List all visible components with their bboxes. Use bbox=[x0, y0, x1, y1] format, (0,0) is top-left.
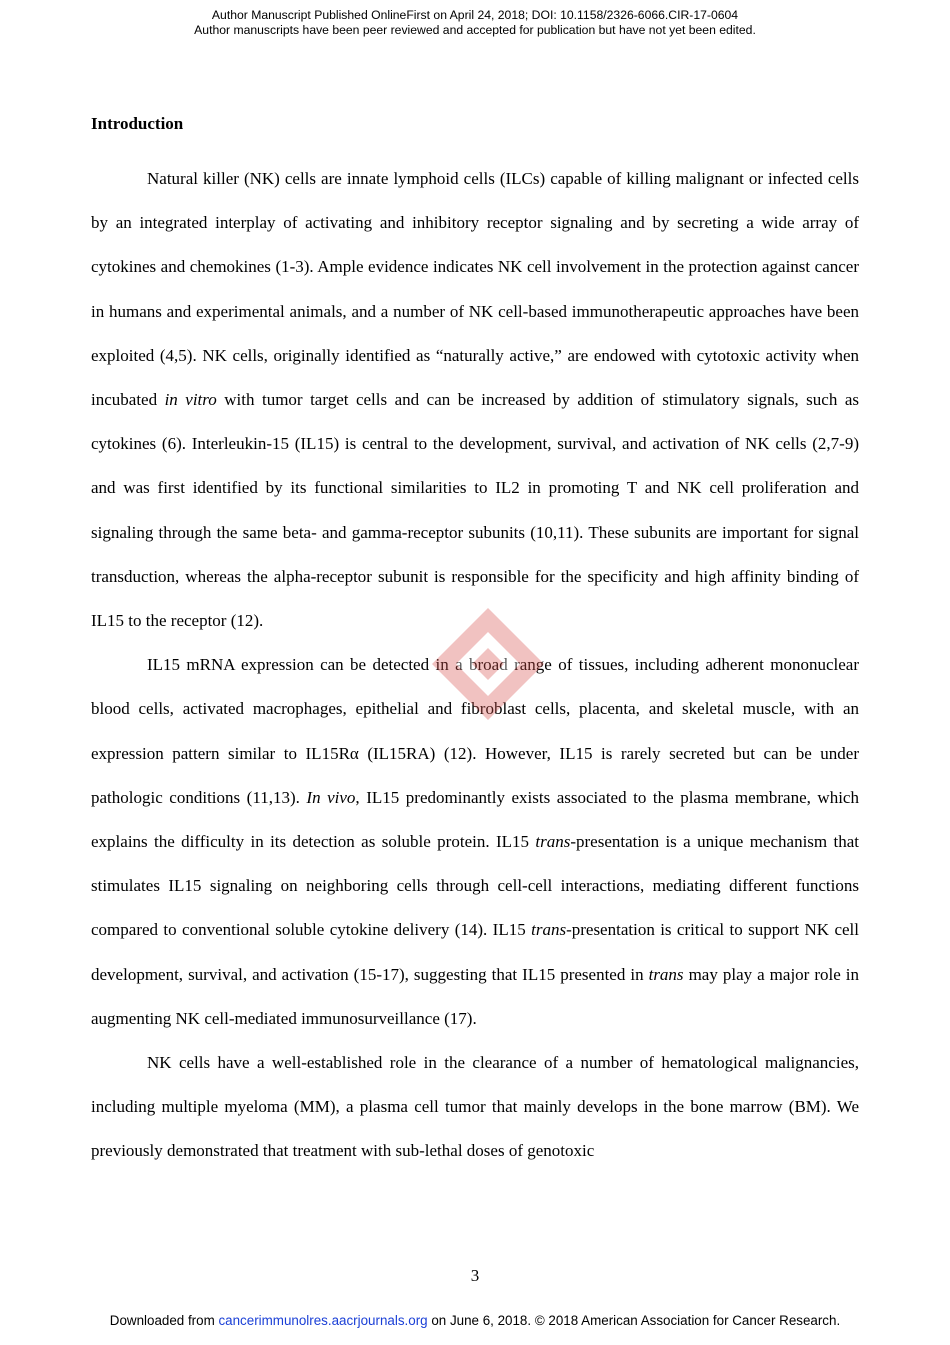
section-heading: Introduction bbox=[91, 114, 184, 133]
header-line-published: Author Manuscript Published OnlineFirst on April 24, 2018; DOI: 10.1158/2326-6066.CIR-17-0604 bbox=[211, 8, 739, 22]
footer-suffix: on June 6, 2018. © 2018 American Association for Cancer Research. bbox=[427, 1313, 841, 1328]
footer-journal-link[interactable]: cancerimmunolres.aacrjournals.org bbox=[218, 1313, 428, 1328]
paragraph-1: Natural killer (NK) cells are innate lymphoid cells (ILCs) capable of killing malignant or infected cells by an integrated interplay of activating and inhibitory receptor signaling and by secreting a wide array of cytokines and chemokines (1-3). Ample evidence indicates NK cell involvement in the protection against cancer in humans and experimental animals, and a number of NK cell-based immunotherapeutic approaches have been exploited (4,5). NK cells, originally identified as “naturally active,” are endowed with cytotoxic activity when incubated in vitro with tumor target cells and can be increased by addition of stimulatory signals, such as cytokines (6). Interleukin-15 (IL15) is central to the development, survival, and activation of NK cells (2,7-9) and was first identified by its functional similarities to IL2 in promoting T and NK cell proliferation and signaling through the same beta- and gamma-receptor subunits (10,11). These subunits are important for signal transduction, whereas the alpha-receptor subunit is responsible for the specificity and high affinity binding of IL15 to the receptor (12). bbox=[91, 169, 859, 631]
download-footer bbox=[0, 1313, 950, 1328]
page-number: 3 bbox=[470, 1266, 480, 1285]
article-body bbox=[91, 157, 859, 1174]
header-line-disclaimer: Author manuscripts have been peer reviewed and accepted for publication but have not yet been edited. bbox=[194, 23, 756, 37]
paragraph-3: NK cells have a well-established role in the clearance of a number of hematological malignancies, including multiple myeloma (MM), a plasma cell tumor that mainly develops in the bone marrow (BM). We previously demonstrated that treatment with sub-lethal doses of genotoxic bbox=[91, 1053, 859, 1161]
footer-prefix: Downloaded from bbox=[109, 1313, 219, 1328]
manuscript-header bbox=[0, 8, 950, 38]
paragraph-2: IL15 mRNA expression can be detected in a broad range of tissues, including adherent mononuclear blood cells, activated macrophages, epithelial and fibroblast cells, placenta, and skeletal muscle, with an expression pattern similar to IL15Rα (IL15RA) (12). However, IL15 is rarely secreted but can be under pathologic conditions (11,13). In vivo, IL15 predominantly exists associated to the plasma membrane, which explains the difficulty in its detection as soluble protein. IL15 trans-presentation is a unique mechanism that stimulates IL15 signaling on neighboring cells through cell-cell interactions, mediating different functions compared to conventional soluble cytokine delivery (14). IL15 trans-presentation is critical to support NK cell development, survival, and activation (15-17), suggesting that IL15 presented in trans may play a major role in augmenting NK cell-mediated immunosurveillance (17). bbox=[91, 655, 859, 1028]
